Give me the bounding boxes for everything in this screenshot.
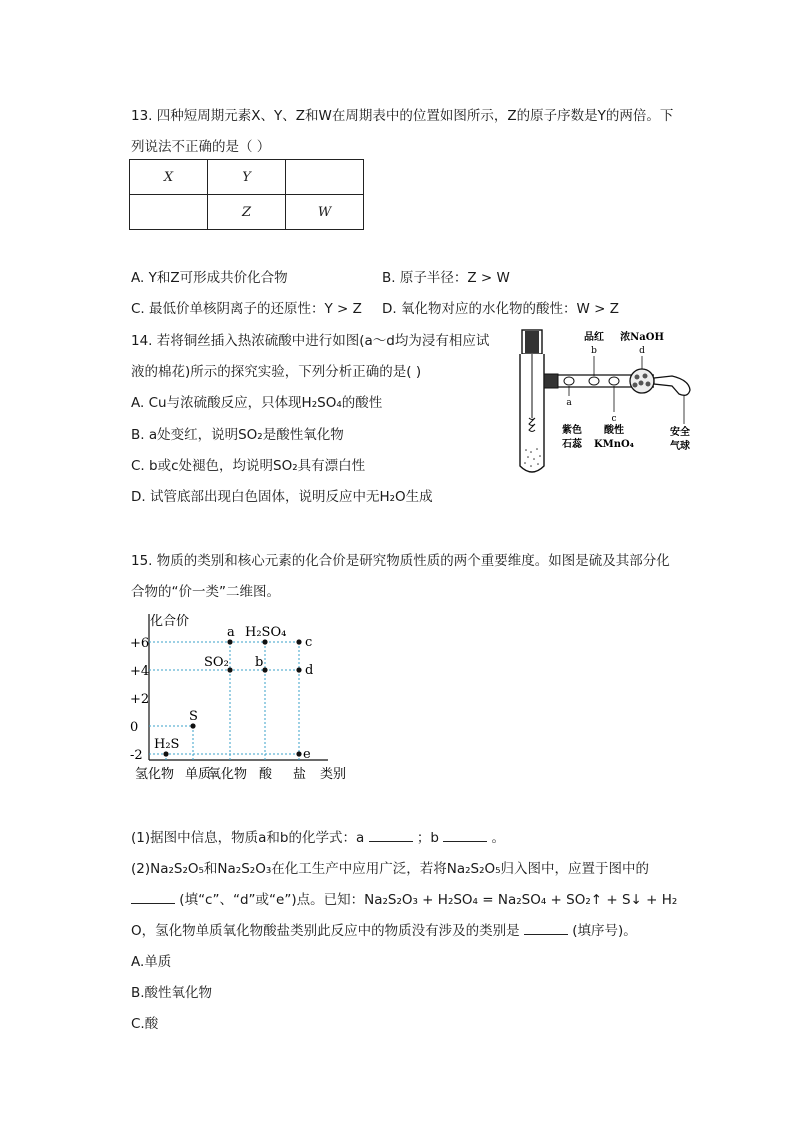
point-label: a [227, 625, 235, 640]
q15-sub1-mid: ；b [416, 830, 439, 846]
cell-X: X [130, 160, 208, 195]
q13-option-a: A. Y和Z可形成共价化合物 [131, 270, 288, 286]
apparatus-figure [514, 328, 706, 478]
data-point [296, 667, 301, 672]
label-d-letter: d [639, 346, 645, 356]
q15-choice-c: C.酸 [131, 1016, 159, 1032]
connector [544, 374, 558, 388]
q15-stem-line1: 15. 物质的类别和核心元素的化合价是研究物质性质的两个重要维度。如图是硫及其部分化 [131, 553, 670, 569]
answer-blank-point[interactable] [131, 891, 175, 904]
point-label: SO₂ [204, 655, 229, 670]
cell-Z: Z [208, 195, 286, 230]
label-a-reagent-2: 石蕊 [562, 439, 582, 450]
y-tick-label: 0 [130, 720, 139, 735]
q14-option-d: D. 试管底部出现白色固体，说明反应中无H₂O生成 [131, 489, 433, 505]
point-label: H₂S [154, 737, 180, 752]
y-tick-label: +6 [130, 636, 150, 651]
answer-blank-a[interactable] [369, 829, 413, 842]
cotton-a [564, 377, 574, 385]
point-label: d [305, 663, 314, 678]
label-a-reagent-1: 紫色 [562, 425, 582, 436]
q15-sub1-prefix: (1)据图中信息，物质a和b的化学式：a [131, 830, 365, 846]
q15-sub2-line2 [131, 888, 677, 908]
q14-option-c: C. b或c处褪色，均说明SO₂具有漂白性 [131, 458, 366, 474]
label-a-letter: a [566, 398, 572, 408]
point-label: c [305, 635, 313, 650]
q15-sub2-line1: (2)Na₂S₂O₅和Na₂S₂O₃在化工生产中应用广泛，若将Na₂S₂O₅归入图中，应置于图中的 [131, 861, 650, 877]
label-c-reagent-2: KMnO₄ [593, 439, 635, 450]
label-c-reagent-1: 酸性 [604, 425, 624, 436]
data-point [190, 723, 195, 728]
label-balloon-2: 气球 [670, 441, 690, 452]
x-tick-label: 单质 [185, 767, 212, 782]
data-point [296, 639, 301, 644]
q13-option-d: D. 氧化物对应的水化物的酸性：W > Z [382, 301, 619, 317]
q15-stem-line2: 合物的“价一类”二维图。 [131, 584, 280, 600]
answer-blank-b[interactable] [443, 829, 487, 842]
point-label: S [189, 709, 198, 724]
y-tick-label: +4 [130, 664, 150, 679]
label-c-letter: c [611, 414, 617, 424]
q15-choice-a: A.单质 [131, 954, 172, 970]
cotton-b [589, 377, 599, 385]
q14-option-a: A. Cu与浓硫酸反应，只体现H₂SO₄的酸性 [131, 395, 383, 411]
q15-sub1-end: 。 [491, 830, 506, 846]
y-tick-label: +2 [130, 692, 150, 707]
label-balloon-1: 安全 [670, 427, 690, 438]
q15-sub2-line3 [131, 919, 637, 939]
stopper-fill [525, 331, 539, 353]
q13-option-c: C. 最低价单核阴离子的还原性：Y > Z [131, 301, 362, 317]
q13-stem-line2: 列说法不正确的是（ ） [131, 139, 271, 155]
q15-sub2-line3-end: (填序号)。 [572, 923, 637, 939]
label-b-letter: b [591, 346, 597, 356]
q15-sub2-line3-start: O，氢化物单质氧化物酸盐类别此反应中的物质没有涉及的类别是 [131, 923, 520, 939]
x-tick-label: 酸 [259, 767, 273, 782]
periodic-table-fragment [129, 159, 364, 230]
q15-sub1 [131, 826, 505, 846]
y-tick-label: -2 [130, 748, 143, 763]
valence-class-chart [128, 606, 368, 786]
point-label: e [303, 747, 311, 762]
point-label: H₂SO₄ [245, 625, 287, 640]
data-point [227, 639, 232, 644]
q14-option-b: B. a处变红，说明SO₂是酸性氧化物 [131, 427, 344, 443]
x-tick-label: 盐 [293, 767, 307, 782]
q15-choice-b: B.酸性氧化物 [131, 985, 213, 1001]
x-axis-title: 类别 [320, 767, 347, 782]
cotton-c [609, 377, 619, 385]
cell-empty [130, 195, 208, 230]
q14-stem-line1: 14. 若将铜丝插入热浓硫酸中进行如图(a～d均为浸有相应试 [131, 333, 490, 349]
q15-sub2-line2-text: (填“c”、“d”或“e”)点。已知：Na₂S₂O₃ + H₂SO₄ = Na₂SO₄ + SO₂↑ + S↓ + H₂ [179, 892, 678, 908]
x-tick-label: 氧化物 [208, 767, 248, 782]
safety-balloon [654, 376, 690, 395]
data-point [296, 751, 301, 756]
q13-option-b: B. 原子半径：Z > W [382, 270, 510, 286]
cell-Y: Y [208, 160, 286, 195]
x-tick-label: 氢化物 [135, 767, 175, 782]
label-b-reagent: 品红 [584, 332, 604, 343]
cell-empty [286, 160, 364, 195]
point-label: b [255, 655, 264, 670]
q13-stem-line1: 13. 四种短周期元素X、Y、Z和W在周期表中的位置如图所示，Z的原子序数是Y的两倍。下 [131, 108, 674, 124]
y-axis-title: 化合价 [150, 614, 190, 629]
answer-blank-category[interactable] [524, 922, 568, 935]
q14-stem-line2: 液的棉花)所示的探究实验，下列分析正确的是( ) [131, 364, 422, 380]
label-d-reagent: 浓NaOH [620, 332, 664, 343]
data-point [163, 751, 168, 756]
data-point [262, 639, 267, 644]
cell-W: W [286, 195, 364, 230]
